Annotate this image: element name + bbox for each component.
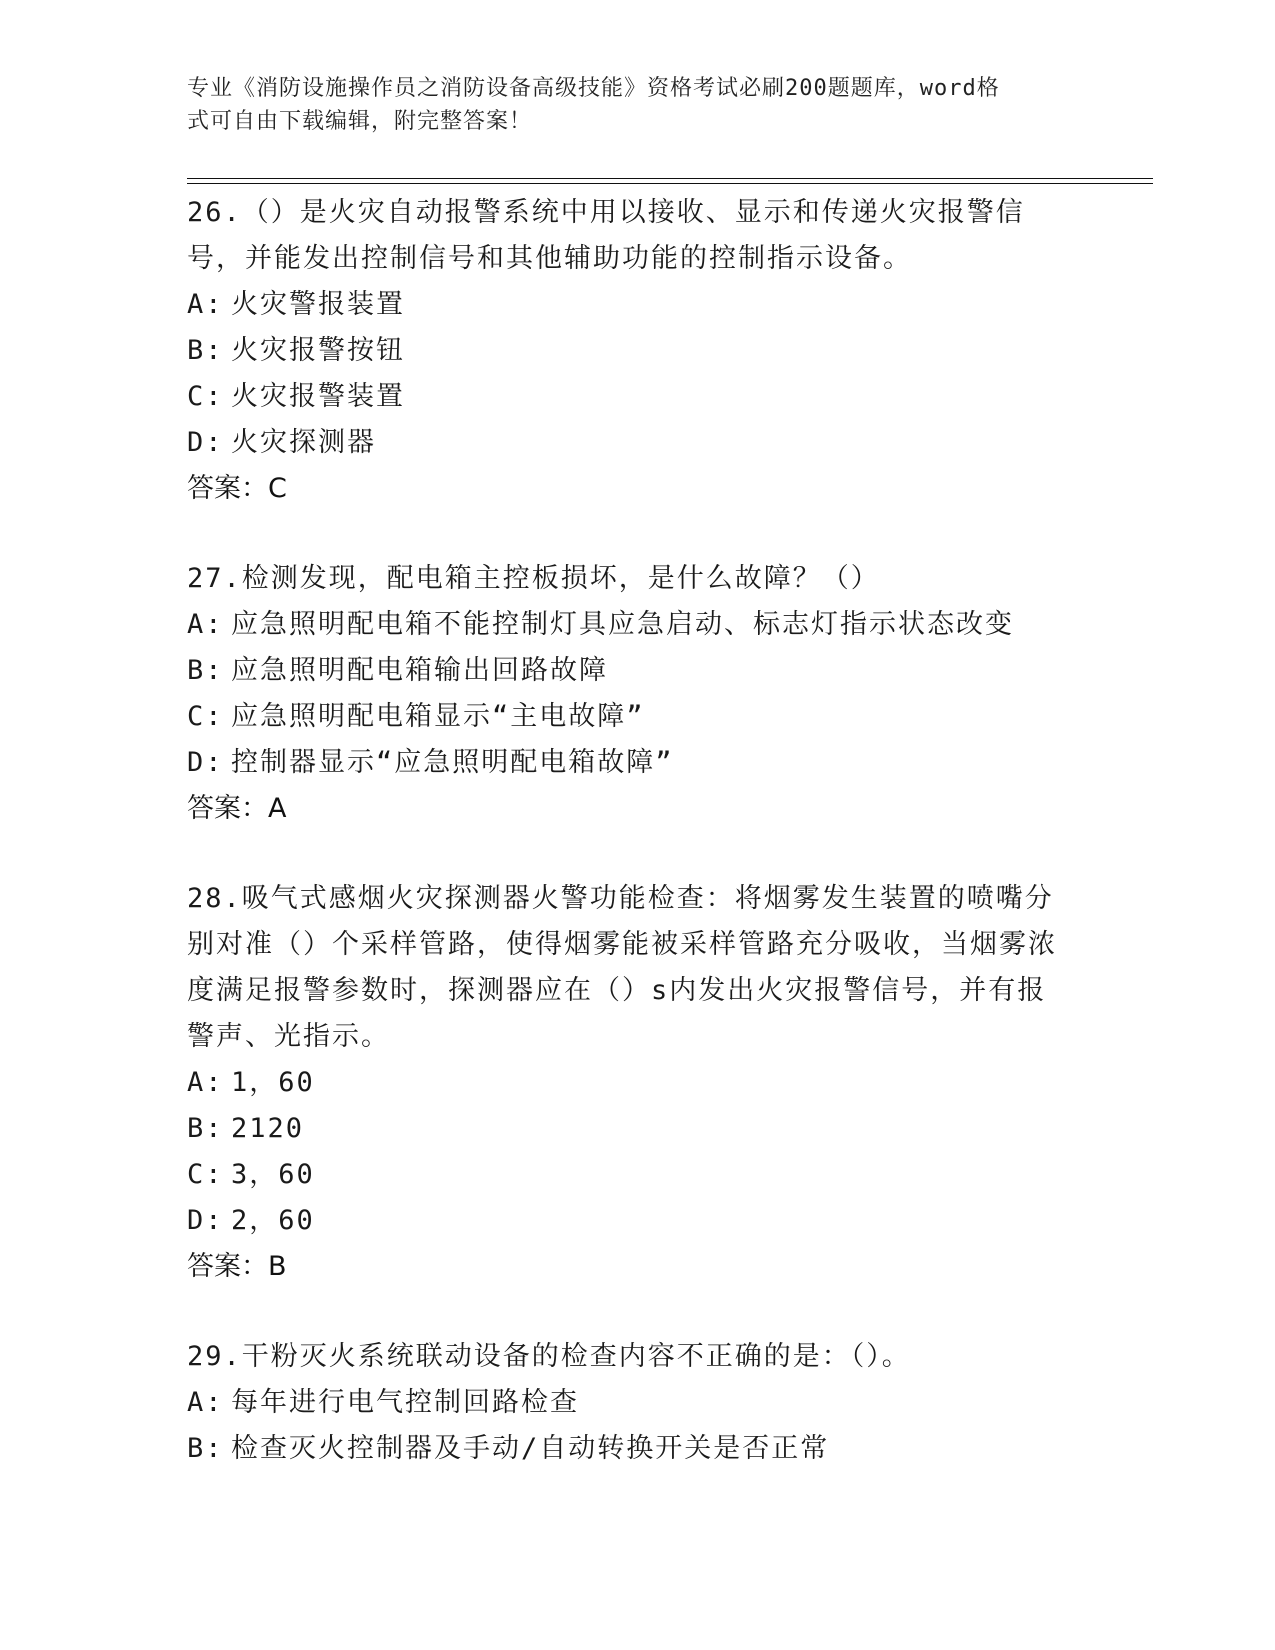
option-text: 应急照明配电箱输出回路故障 <box>231 655 608 686</box>
option-key: A: <box>187 609 224 640</box>
option-text: 1，60 <box>231 1067 315 1098</box>
option-text: 应急照明配电箱不能控制灯具应急启动、标志灯指示状态改变 <box>231 609 1014 640</box>
answer: 答案：C <box>187 473 287 504</box>
option-b <box>187 328 1087 374</box>
question-26 <box>187 190 1087 512</box>
option-key: B: <box>187 335 224 366</box>
option-c <box>187 374 1087 420</box>
option-d <box>187 1198 1087 1244</box>
option-key: B: <box>187 1113 224 1144</box>
option-text: 火灾探测器 <box>231 427 376 458</box>
header-line-1: 专业《消防设施操作员之消防设备高级技能》资格考试必刷200题题库，word格 <box>187 76 1000 101</box>
question-stem: 28.吸气式感烟火灾探测器火警功能检查：将烟雾发生装置的喷嘴分别对准（）个采样管路，使得烟雾能被采样管路充分吸收，当烟雾浓度满足报警参数时，探测器应在（）s内发出火灾报警信号，并有报警声、光指示。 <box>187 883 1057 1052</box>
option-key: A: <box>187 1387 224 1418</box>
option-text: 检查灭火控制器及手动/自动转换开关是否正常 <box>231 1433 830 1464</box>
option-a <box>187 282 1087 328</box>
question-stem: 27.检测发现，配电箱主控板损坏，是什么故障？（） <box>187 563 880 594</box>
option-text: 火灾报警装置 <box>231 381 405 412</box>
answer: 答案：B <box>187 1251 287 1282</box>
option-b <box>187 1426 1087 1472</box>
header-divider-bottom <box>187 183 1153 184</box>
question-list <box>187 190 1087 1516</box>
option-text: 火灾警报装置 <box>231 289 405 320</box>
question-stem: 26.（）是火灾自动报警系统中用以接收、显示和传递火灾报警信号，并能发出控制信号和其他辅助功能的控制指示设备。 <box>187 197 1025 274</box>
option-a <box>187 1060 1087 1106</box>
option-a <box>187 1380 1087 1426</box>
option-text: 应急照明配电箱显示“主电故障” <box>231 701 645 732</box>
option-key: D: <box>187 747 224 778</box>
option-key: A: <box>187 1067 224 1098</box>
option-b <box>187 648 1087 694</box>
option-text: 3，60 <box>231 1159 315 1190</box>
option-d <box>187 420 1087 466</box>
option-c <box>187 694 1087 740</box>
option-text: 每年进行电气控制回路检查 <box>231 1387 579 1418</box>
document-header <box>187 72 1067 138</box>
option-a <box>187 602 1087 648</box>
option-key: C: <box>187 381 224 412</box>
header-divider-top <box>187 178 1153 179</box>
answer: 答案：A <box>187 793 287 824</box>
option-key: C: <box>187 701 224 732</box>
option-d <box>187 740 1087 786</box>
option-text: 2，60 <box>231 1205 315 1236</box>
option-text: 火灾报警按钮 <box>231 335 405 366</box>
option-key: C: <box>187 1159 224 1190</box>
option-key: D: <box>187 427 224 458</box>
question-stem: 29.干粉灭火系统联动设备的检查内容不正确的是：（）。 <box>187 1341 911 1372</box>
option-text: 控制器显示“应急照明配电箱故障” <box>231 747 674 778</box>
question-28 <box>187 876 1087 1290</box>
option-key: A: <box>187 289 224 320</box>
header-line-2: 式可自由下载编辑，附完整答案！ <box>187 109 533 134</box>
option-b <box>187 1106 1087 1152</box>
option-c <box>187 1152 1087 1198</box>
option-key: B: <box>187 655 224 686</box>
option-key: B: <box>187 1433 224 1464</box>
option-key: D: <box>187 1205 224 1236</box>
question-29 <box>187 1334 1087 1472</box>
question-27 <box>187 556 1087 832</box>
option-text: 2120 <box>231 1113 305 1144</box>
